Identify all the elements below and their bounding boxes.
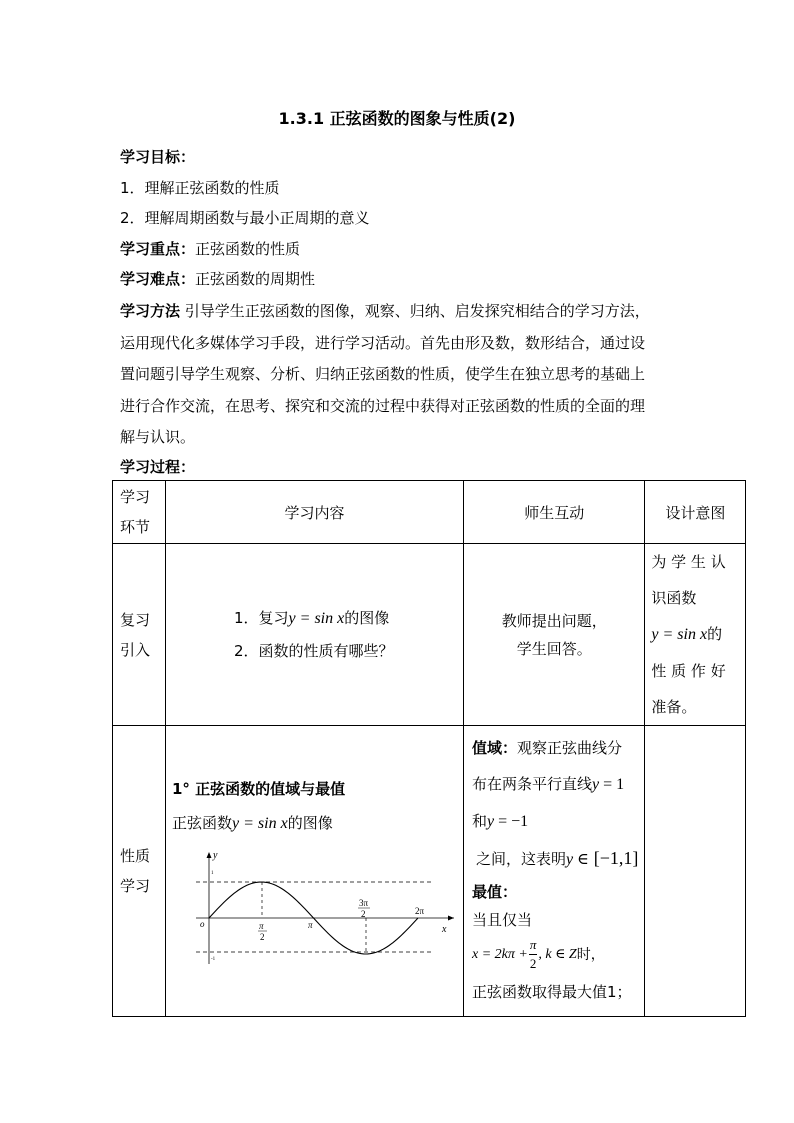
method-line: 置问题引导学生观察、分析、归纳正弦函数的性质，使学生在独立思考的基础上 <box>120 365 646 383</box>
row2-intent <box>645 726 746 1017</box>
intent-line: 准备。 <box>651 698 697 716</box>
content-subtitle <box>172 812 333 833</box>
method-line <box>120 296 680 328</box>
math-y-sinx: y = sin x <box>288 609 345 627</box>
review-text: 的图像 <box>344 608 390 627</box>
method-paragraph <box>120 296 680 454</box>
range-text: 布在两条平行直线 <box>472 775 593 793</box>
math-frac-den: 2 <box>529 956 537 971</box>
math-frac <box>529 936 538 973</box>
math-one: 1 <box>616 776 625 793</box>
key-point-line <box>120 238 300 259</box>
review-item-1 <box>234 602 463 635</box>
method-line: 解与认识。 <box>120 428 196 446</box>
tick-yneg1: -1 <box>211 957 216 962</box>
tick-pi: π <box>308 920 313 930</box>
math-frac-num: π <box>529 936 538 955</box>
intent-line: 性 质 作 好 <box>651 662 726 680</box>
range-line: 布在两条平行直线y = 1 <box>472 775 625 793</box>
key-point-text: 正弦函数的性质 <box>195 240 301 258</box>
math-y: y <box>592 776 600 793</box>
max-text: 时， <box>576 946 605 963</box>
math-y-sinx: y = sin x <box>651 626 708 643</box>
tick-y1: 1 <box>211 871 214 876</box>
content-sub-text: 正弦函数 <box>172 814 233 832</box>
y-axis-label: y <box>213 850 218 861</box>
content-sub-text: 的图像 <box>287 814 333 832</box>
range-line <box>472 730 638 766</box>
x-axis-label: x <box>442 924 447 935</box>
key-point-label: 学习重点： <box>120 240 196 258</box>
tick-2pi: 2π <box>415 906 425 916</box>
method-label: 学习方法 <box>120 302 181 320</box>
header-interaction: 师生互动 <box>464 481 645 544</box>
stage-line: 学习 <box>120 877 151 895</box>
difficulty-text: 正弦函数的周期性 <box>195 270 316 288</box>
intent-line: 为 学 生 认 <box>651 553 726 571</box>
row1-interaction <box>464 544 645 726</box>
stage-line: 性质 <box>120 847 151 865</box>
row2-stage <box>113 726 166 1017</box>
header-content: 学习内容 <box>166 481 464 544</box>
header-stage <box>113 481 166 544</box>
tick-3pi2-den: 2 <box>361 909 366 919</box>
learning-process-table <box>112 480 746 1017</box>
tick-3pi2-num: 3π <box>359 898 369 908</box>
range-text: 观察正弦曲线分 <box>517 739 623 757</box>
method-line: 进行合作交流，在思考、探究和交流的过程中获得对正弦函数的性质的全面的理 <box>120 396 646 415</box>
intent-line: 识函数 <box>651 589 697 607</box>
math-interval: [−1,1] <box>593 848 639 868</box>
objectives-label: 学习目标： <box>120 148 196 166</box>
stage-line: 引入 <box>120 640 151 659</box>
x-axis-arrow <box>448 916 454 921</box>
difficulty-line <box>120 268 315 289</box>
y-axis-arrow <box>207 852 212 858</box>
math-x-eq: x = 2kπ + <box>472 946 528 962</box>
range-label: 值域： <box>472 739 518 757</box>
method-text: 引导学生正弦函数的图像，观察、归纳、启发探究相结合的学习方法， <box>180 302 650 320</box>
stage-line: 复习 <box>120 610 151 629</box>
process-label: 学习过程： <box>120 458 196 476</box>
math-k-in-z: , k ∈ Z <box>538 946 577 962</box>
table-row-properties <box>113 726 746 1017</box>
row2-interaction <box>464 726 645 1017</box>
range-line <box>472 840 638 878</box>
max-line: 当且仅当 <box>472 911 533 929</box>
math-y-in: y ∈ <box>566 851 589 868</box>
intent-line <box>651 616 739 653</box>
math-y-sinx: y = sin x <box>232 815 288 832</box>
method-line: 运用现代化多媒体学习手段，进行学习活动。首先由形及数，数形结合，通过设 <box>120 333 646 352</box>
objective-item: 2．理解周期函数与最小正周期的意义 <box>120 209 370 227</box>
range-line: 和y = −1 <box>472 812 529 830</box>
tick-pi2-num: π <box>259 921 264 931</box>
row1-intent <box>645 544 746 726</box>
header-stage-line: 学习 <box>120 488 151 506</box>
sine-graph <box>186 844 466 974</box>
max-label: 最值： <box>472 883 518 901</box>
objective-item: 1．理解正弦函数的性质 <box>120 179 280 197</box>
origin-label: o <box>200 919 205 929</box>
review-text: 1．复习 <box>234 608 289 627</box>
range-text: 之间，这表明 <box>476 850 567 868</box>
row1-stage <box>113 544 166 726</box>
max-formula <box>472 936 638 973</box>
page-title: 1.3.1 正弦函数的图象与性质(2) <box>278 109 516 128</box>
table-row-review <box>113 544 746 726</box>
table-header-row <box>113 481 746 544</box>
interaction-line: 教师提出问题， <box>501 611 607 630</box>
header-intent: 设计意图 <box>645 481 746 544</box>
math-neg-one: −1 <box>511 813 529 830</box>
math-y: y <box>487 813 495 830</box>
row2-content <box>166 726 464 1017</box>
header-stage-line: 环节 <box>120 518 151 536</box>
interaction-line: 学生回答。 <box>516 639 592 658</box>
review-item-2: 2．函数的性质有哪些？ <box>234 641 394 660</box>
intent-text: 的 <box>707 625 723 643</box>
row1-content <box>166 544 464 726</box>
max-line: 正弦函数取得最大值1； <box>472 983 632 1001</box>
content-title: 1° 正弦函数的值域与最值 <box>172 780 346 798</box>
range-text: 和 <box>472 812 488 830</box>
difficulty-label: 学习难点： <box>120 270 196 288</box>
tick-pi2-den: 2 <box>260 932 265 942</box>
